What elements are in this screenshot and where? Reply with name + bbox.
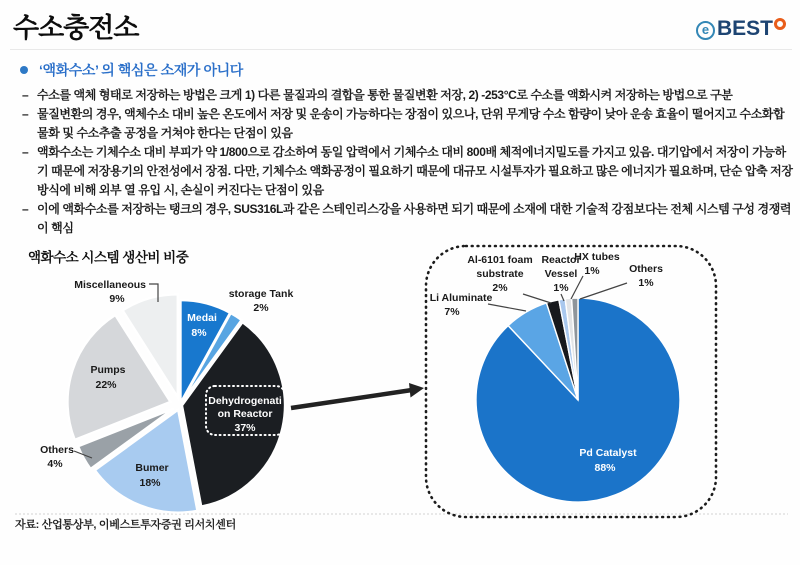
slice-value-hx-tubes: 1% [584,265,600,277]
slice-label-reactor-vessel-2: Vessel [544,268,578,280]
bullet-item: – 이에 액화수소를 저장하는 탱크의 경우, SUS316L과 같은 스테인리스강을 사용하면 되기 때문에 소재에 대한 기술적 강점보다는 전체 시스템 구성 경쟁력이 핵심 [22,200,794,238]
slice-label-hx-tubes: HX tubes [574,251,620,263]
slice-label-miscellaneous: Miscellaneous [74,279,146,291]
pie-chart-reactor-breakdown [476,298,680,502]
leader-line-others-right [580,283,627,299]
slice-label-others-left: Others [40,444,74,456]
bullet-item: – 액화수소는 기체수소 대비 부피가 약 1/800으로 감소하여 동일 압력에서 기체수소 대비 800배 체적에너지밀도를 가지고 있음. 대기압에서 저장이 가능하기 때문에 저장용기의 안전성에서 장점. 다만, 기체수소 액화공정이 필요하기 때문에 대규모 시설투자가 필요하고 많은 에너지가 필요하며, 단순 압축 저장 방식에 비해 외부 열 유입 시, 손실이 커진다는 단점이 있음 [22,143,794,200]
slice-label-al-foam-1: Al-6101 foam [467,254,533,266]
ebest-e-circle-icon: e [696,21,715,40]
source-note: 자료: 산업통상부, 이베스트투자증권 리서치센터 [15,519,236,531]
page-title: 수소충전소 [13,13,139,43]
slice-label-medai: Medai [187,312,217,324]
slice-label-bumer: Bumer [135,462,169,474]
slice-label-storage-tank: storage Tank [228,288,294,300]
link-arrow-head-icon [409,383,424,398]
bullet-item: – 물질변환의 경우, 액체수소 대비 높은 온도에서 저장 및 운송이 가능하다는 장점이 있으나, 단위 무게당 수소 함량이 낮아 운송 효율이 떨어지고 수소화합물화 및 수소추출 공정을 거쳐야 한다는 단점이 있음 [22,105,794,143]
slice-value-li-aluminate: 7% [444,306,460,318]
slice-label-pumps: Pumps [90,364,126,376]
bullet-item: – 수소를 액체 형태로 저장하는 방법은 크게 1) 다른 물질과의 결합을 통한 물질변환 저장, 2) -253°C로 수소를 액화시켜 저장하는 방법으로 구분 [22,86,794,105]
slice-value-miscellaneous: 9% [109,293,125,305]
leader-line-li-aluminate [488,304,526,311]
slice-value-medai: 8% [191,327,207,339]
slice-value-others-left: 4% [47,458,63,470]
chart-title: 액화수소 시스템 생산비 비중 [28,250,189,265]
ebest-logo-text: BEST [716,17,773,40]
slice-label-others-right: Others [629,263,663,275]
slice-label-dehydrogenation-1: Dehydrogenati [208,395,282,407]
slice-value-pumps: 22% [95,379,117,391]
section-heading: ‘액화수소’ 의 핵심은 소재가 아니다 [39,62,243,78]
slice-label-reactor-vessel-1: Reactor [541,254,581,266]
link-arrow-line [291,390,412,408]
slice-value-al-foam: 2% [492,282,508,294]
slice-value-others-right: 1% [638,277,654,289]
slice-label-dehydrogenation-2: on Reactor [217,408,273,420]
slice-value-dehydrogenation: 37% [234,422,256,434]
slice-label-pd-catalyst: Pd Catalyst [579,447,637,459]
slice-value-pd-catalyst: 88% [594,462,616,474]
slice-value-storage-tank: 2% [253,302,269,314]
slice-value-reactor-vessel: 1% [553,282,569,294]
leader-line-al-foam [523,294,551,303]
slice-value-bumer: 18% [139,477,161,489]
slice-label-li-aluminate: Li Aluminate [429,292,493,304]
slice-label-al-foam-2: substrate [476,268,524,280]
